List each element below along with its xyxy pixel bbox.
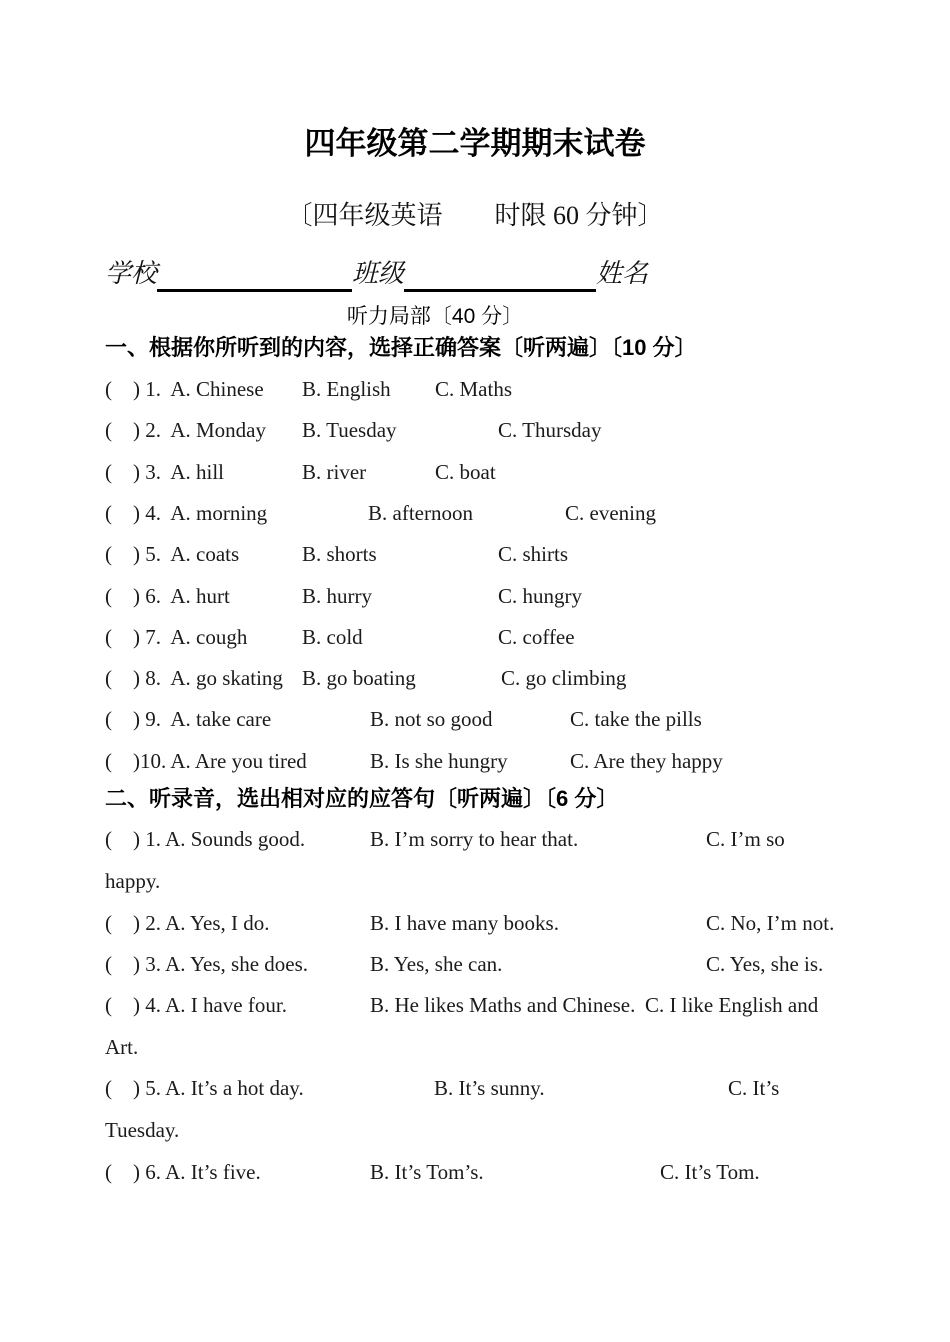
option-c: C. It’s: [728, 1076, 780, 1100]
option-c: C. evening: [565, 501, 656, 525]
option-c-wrapped-text: Tuesday.: [105, 1118, 180, 1142]
s1-question-3: [0, 458, 950, 488]
s1-question-10: [0, 747, 950, 777]
option-b: B. Is she hungry: [370, 749, 508, 773]
class-label: 班级: [352, 259, 405, 288]
option-c: C. boat: [435, 460, 496, 484]
answer-blank-option-a: ( ) 8. A. go skating: [105, 666, 283, 690]
option-c: C. take the pills: [570, 707, 702, 731]
option-b: B. cold: [302, 625, 363, 649]
answer-blank-option-a: ( ) 2. A. Yes, I do.: [105, 911, 270, 935]
s1-question-4: [0, 499, 950, 529]
option-c: C. I’m so: [706, 827, 785, 851]
answer-blank-option-a: ( ) 4. A. morning: [105, 501, 268, 525]
answer-blank-option-a: ( ) 4. A. I have four.: [105, 993, 287, 1017]
option-c: C. go climbing: [501, 666, 627, 690]
page-subtitle: 〔四年级英语 时限 60 分钟〕: [286, 201, 664, 230]
section1-heading: 一、根据你所听到的内容，选择正确答案〔听两遍〕〔10 分〕: [105, 335, 697, 360]
option-b: B. Yes, she can.: [370, 952, 503, 976]
option-c: C. Yes, she is.: [706, 952, 824, 976]
option-c: C. hungry: [498, 584, 582, 608]
answer-blank-option-a: ( ) 2. A. Monday: [105, 418, 266, 442]
option-c: C. Are they happy: [570, 749, 723, 773]
class-blank: [404, 259, 596, 292]
answer-blank-option-a: ( ) 7. A. cough: [105, 625, 248, 649]
option-c: C. coffee: [498, 625, 575, 649]
answer-blank-option-a: ( ) 5. A. It’s a hot day.: [105, 1076, 304, 1100]
answer-blank-option-a: ( ) 9. A. take care: [105, 707, 272, 731]
s1-question-5: [0, 540, 950, 570]
s2-question-1-continuation: [0, 867, 950, 897]
option-b: B. English: [302, 377, 391, 401]
s1-question-9: [0, 705, 950, 735]
option-b: B. afternoon: [368, 501, 473, 525]
s1-question-7: [0, 623, 950, 653]
student-info-line: [105, 254, 648, 294]
answer-blank-option-a: ( ) 6. A. hurt: [105, 584, 230, 608]
option-b: B. Tuesday: [302, 418, 397, 442]
option-b: B. It’s Tom’s.: [370, 1160, 484, 1184]
s2-question-4-continuation: [0, 1033, 950, 1063]
school-label: 学校: [105, 259, 158, 288]
s1-question-2: [0, 416, 950, 446]
page-title: 四年级第二学期期末试卷: [304, 126, 646, 161]
answer-blank-option-a: ( ) 6. A. It’s five.: [105, 1160, 261, 1184]
answer-blank-option-a: ( ) 5. A. coats: [105, 542, 240, 566]
section2-heading: 二、听录音，选出相对应的应答句〔听两遍〕〔6 分〕: [105, 786, 619, 811]
s1-question-8: [0, 664, 950, 694]
answer-blank-option-a: ( ) 3. A. hill: [105, 460, 224, 484]
option-b: B. shorts: [302, 542, 377, 566]
s2-question-3: [0, 950, 950, 980]
s2-question-1: [0, 825, 950, 855]
name-label: 姓名: [596, 259, 649, 288]
s2-question-5: [0, 1074, 950, 1104]
answer-blank-option-a: ( ) 1. A. Sounds good.: [105, 827, 306, 851]
option-b: B. river: [302, 460, 367, 484]
s2-question-6: [0, 1158, 950, 1188]
answer-blank-option-a: ( ) 3. A. Yes, she does.: [105, 952, 309, 976]
s1-question-6: [0, 582, 950, 612]
option-b: B. It’s sunny.: [434, 1076, 545, 1100]
s1-question-1: [0, 375, 950, 405]
school-blank: [157, 259, 352, 292]
answer-blank-option-a: ( ) 1. A. Chinese: [105, 377, 264, 401]
option-c: C. I like English and: [645, 993, 819, 1017]
s2-question-2: [0, 909, 950, 939]
option-c: C. It’s Tom.: [660, 1160, 760, 1184]
s2-question-5-continuation: [0, 1116, 950, 1146]
option-b: B. hurry: [302, 584, 372, 608]
option-c: C. Maths: [435, 377, 513, 401]
option-b: B. I’m sorry to hear that.: [370, 827, 579, 851]
s2-question-4: [0, 991, 950, 1021]
option-c: C. shirts: [498, 542, 569, 566]
option-b: B. I have many books.: [370, 911, 559, 935]
answer-blank-option-a: ( )10. A. Are you tired: [105, 749, 307, 773]
option-c-wrapped-text: Art.: [105, 1035, 139, 1059]
option-c: C. No, I’m not.: [706, 911, 835, 935]
listening-part-header: 听力局部〔40 分〕: [346, 305, 524, 328]
option-b: B. He likes Maths and Chinese.: [370, 993, 636, 1017]
option-c-wrapped-text: happy.: [105, 869, 161, 893]
option-c: C. Thursday: [498, 418, 602, 442]
option-b: B. not so good: [370, 707, 493, 731]
option-b: B. go boating: [302, 666, 416, 690]
